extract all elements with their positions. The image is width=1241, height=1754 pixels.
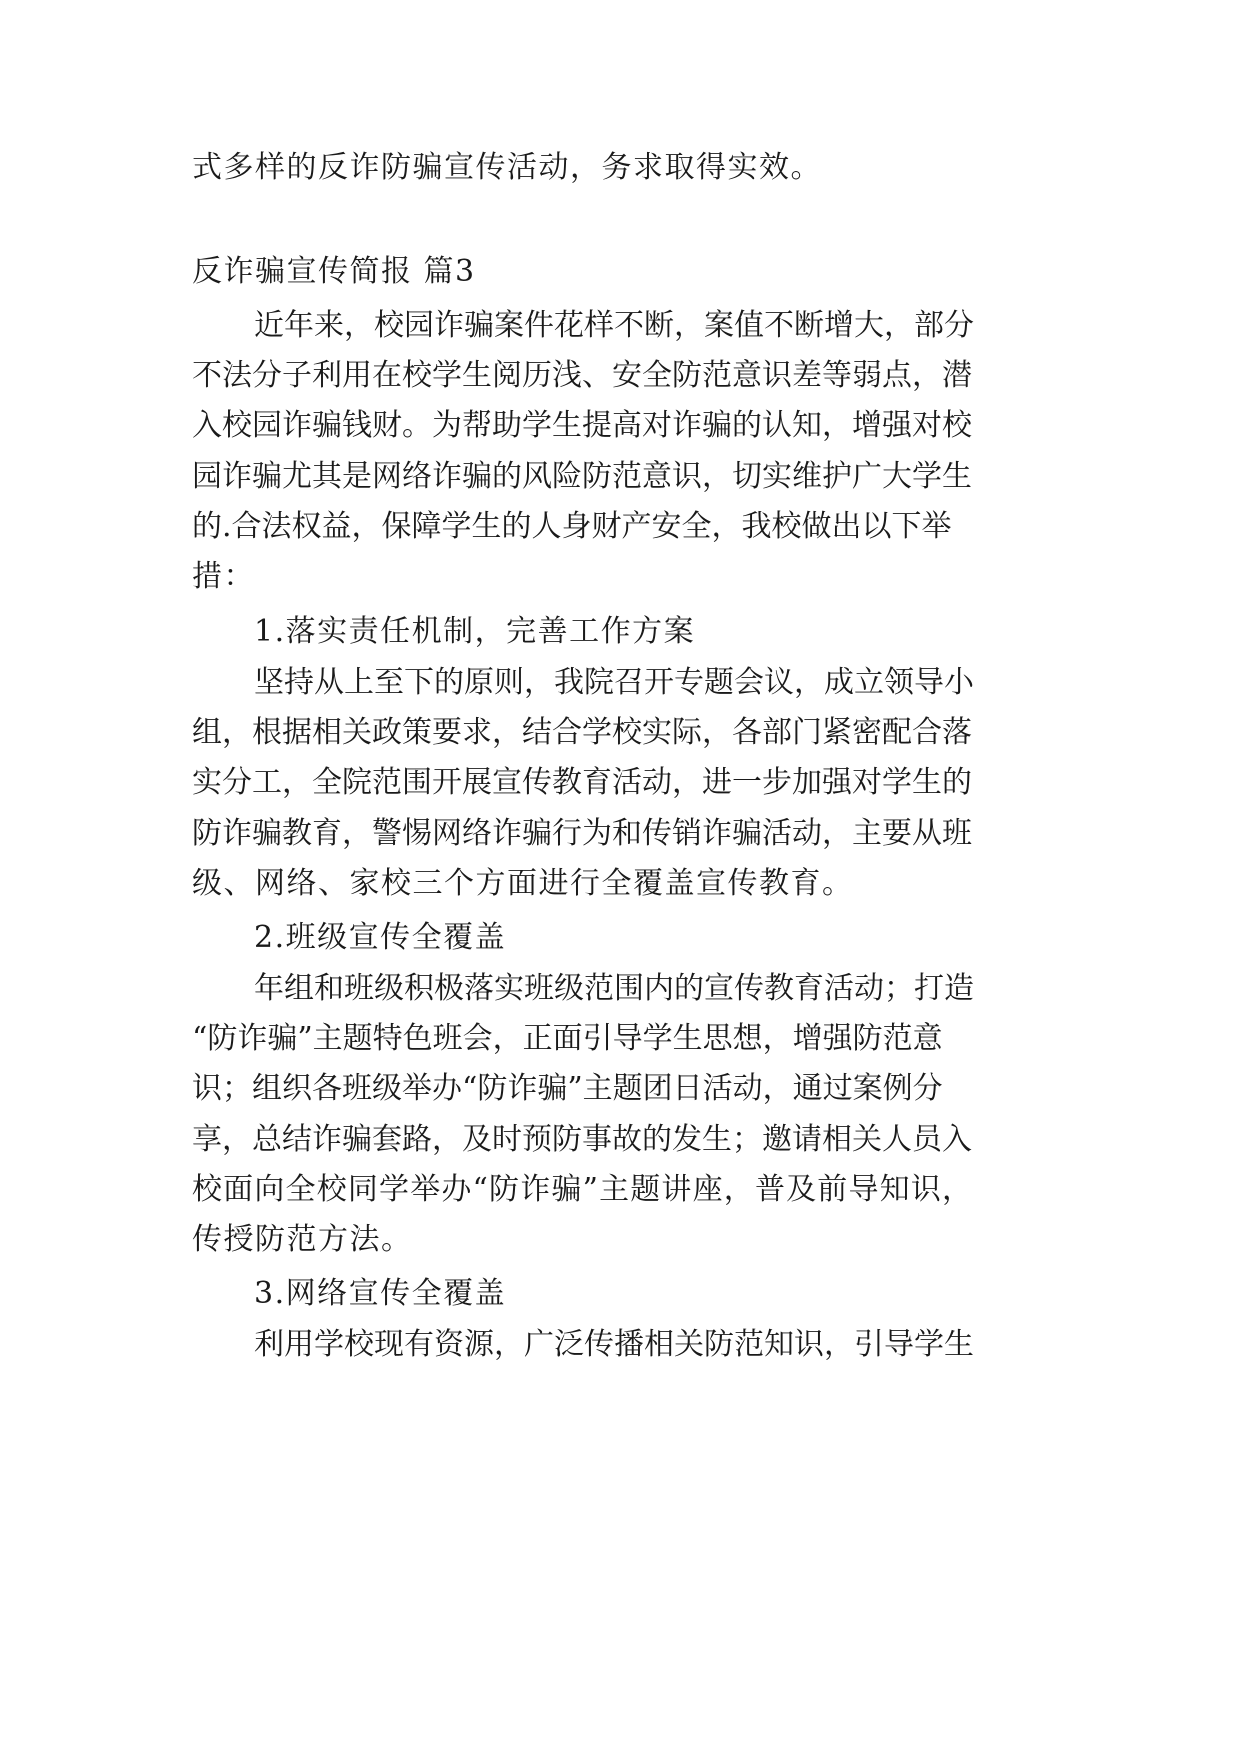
intro-line-1: 近年来，校园诈骗案件花样不断，案值不断增大，部分 xyxy=(254,308,974,343)
section1-line-4: 防诈骗教育，警惕网络诈骗行为和传销诈骗活动，主要从班 xyxy=(192,816,972,851)
intro-line-4: 园诈骗尤其是网络诈骗的风险防范意识，切实维护广大学生 xyxy=(192,459,972,494)
section3-title: 3.网络宣传全覆盖 xyxy=(254,1276,507,1311)
section2-line-2: “防诈骗”主题特色班会，正面引导学生思想，增强防范意 xyxy=(192,1021,943,1056)
continuation-line: 式多样的反诈防骗宣传活动，务求取得实效。 xyxy=(192,150,822,185)
section1-line-5: 级、网络、家校三个方面进行全覆盖宣传教育。 xyxy=(192,866,854,901)
intro-line-6: 措： xyxy=(192,559,255,594)
intro-line-5: 的.合法权益，保障学生的人身财产安全，我校做出以下举 xyxy=(192,509,952,544)
section1-line-3: 实分工，全院范围开展宣传教育活动，进一步加强对学生的 xyxy=(192,765,972,800)
intro-line-3: 入校园诈骗钱财。为帮助学生提高对诈骗的认知，增强对校 xyxy=(192,408,972,443)
section2-line-4: 享，总结诈骗套路，及时预防事故的发生；邀请相关人员入 xyxy=(192,1122,972,1157)
section1-line-1: 坚持从上至下的原则，我院召开专题会议，成立领导小 xyxy=(254,665,974,700)
intro-line-2: 不法分子利用在校学生阅历浅、安全防范意识差等弱点，潜 xyxy=(192,358,972,393)
section1-line-2: 组，根据相关政策要求，结合学校实际，各部门紧密配合落 xyxy=(192,715,972,750)
section1-title: 1.落实责任机制，完善工作方案 xyxy=(254,614,696,649)
section2-line-1: 年组和班级积极落实班级范围内的宣传教育活动；打造 xyxy=(254,971,974,1006)
section2-line-5: 校面向全校同学举办“防诈骗”主题讲座，普及前导知识， xyxy=(192,1172,972,1207)
section2-title: 2.班级宣传全覆盖 xyxy=(254,920,507,955)
section3-line-1: 利用学校现有资源，广泛传播相关防范知识，引导学生 xyxy=(254,1327,974,1362)
section2-line-6: 传授防范方法。 xyxy=(192,1222,413,1257)
section-heading: 反诈骗宣传简报 篇3 xyxy=(192,254,476,289)
section2-line-3: 识；组织各班级举办“防诈骗”主题团日活动，通过案例分 xyxy=(192,1071,943,1106)
